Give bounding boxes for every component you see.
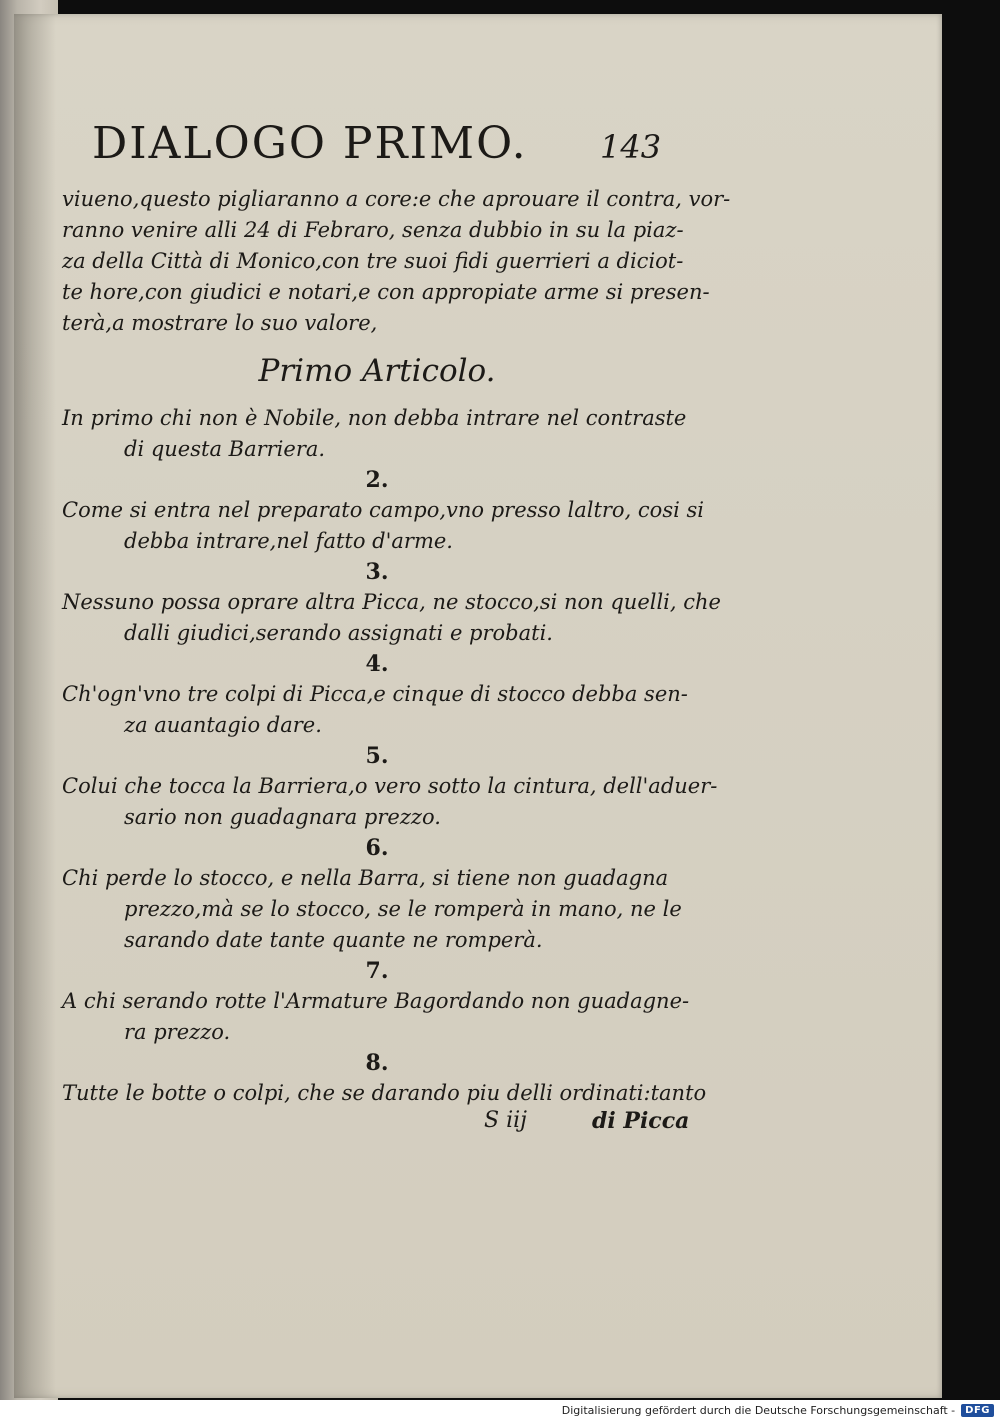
- article-number: 6.: [365, 835, 389, 861]
- digitization-credit-bar: [0, 1400, 1000, 1422]
- text-line: za della Città di Monico,con tre suoi fidi guerrieri a diciot-: [62, 249, 684, 273]
- intro-paragraph: [62, 184, 731, 339]
- page-gutter-shadow: [14, 14, 56, 1398]
- text-line: In primo chi non è Nobile, non debba intrare nel contraste: [62, 406, 687, 430]
- text-line: te hore,con giudici e notari,e con appropiate arme si presen-: [62, 280, 710, 304]
- article-1: [62, 403, 692, 465]
- article-2: [62, 465, 704, 557]
- text-line: sarando date tante quante ne romperà.: [124, 928, 543, 952]
- page-body: [62, 184, 731, 1109]
- text-line: ra prezzo.: [124, 1020, 231, 1044]
- text-line: Tutte le botte o colpi, che se darando piu delli ordinati:tanto: [62, 1081, 707, 1105]
- section-heading: Primo Articolo.: [258, 353, 496, 389]
- article-number: 8.: [365, 1050, 389, 1076]
- article-4: [62, 649, 692, 741]
- article-number: 3.: [365, 559, 389, 585]
- catchword: di Picca: [592, 1108, 690, 1134]
- article-7: [62, 956, 692, 1048]
- text-line: prezzo,mà se lo stocco, se le romperà in mano, ne le: [124, 897, 682, 921]
- article-8: [62, 1048, 707, 1109]
- article-6: [62, 833, 692, 956]
- text-line: viueno,questo pigliaranno a core:e che aprouare il contra, vor-: [62, 187, 731, 211]
- article-number: 7.: [365, 958, 389, 984]
- page-number: 143: [600, 128, 662, 166]
- dfg-logo: DFG: [961, 1404, 994, 1417]
- article-number: 5.: [365, 743, 389, 769]
- text-line: Come si entra nel preparato campo,vno presso laltro, cosi si: [62, 498, 704, 522]
- text-line: sario non guadagnara prezzo.: [124, 805, 441, 829]
- article-5: [62, 741, 718, 833]
- running-title: DIALOGO PRIMO.: [92, 118, 528, 169]
- text-line: ranno venire alli 24 di Febraro, senza dubbio in su la piaz-: [62, 218, 684, 242]
- text-line: za auantagio dare.: [124, 713, 322, 737]
- text-line: Ch'ogn'vno tre colpi di Picca,e cinque di stocco debba sen-: [62, 682, 688, 706]
- credit-text: Digitalisierung gefördert durch die Deutsche Forschungsgemeinschaft -: [561, 1404, 956, 1417]
- text-line: Chi perde lo stocco, e nella Barra, si tiene non guadagna: [62, 866, 669, 890]
- article-number: 2.: [365, 467, 389, 493]
- text-line: dalli giudici,serando assignati e probati.: [124, 621, 553, 645]
- text-line: Nessuno possa oprare altra Picca, ne stocco,si non quelli, che: [62, 590, 721, 614]
- text-line: Colui che tocca la Barriera,o vero sotto la cintura, dell'aduer-: [62, 774, 718, 798]
- article-number: 4.: [365, 651, 389, 677]
- text-line: debba intrare,nel fatto d'arme.: [124, 529, 453, 553]
- article-3: [62, 557, 721, 649]
- signature-mark: S iij: [484, 1108, 527, 1133]
- text-line: A chi serando rotte l'Armature Bagordando non guadagne-: [62, 989, 690, 1013]
- text-line: terà,a mostrare lo suo valore,: [62, 311, 378, 335]
- text-line: di questa Barriera.: [124, 437, 326, 461]
